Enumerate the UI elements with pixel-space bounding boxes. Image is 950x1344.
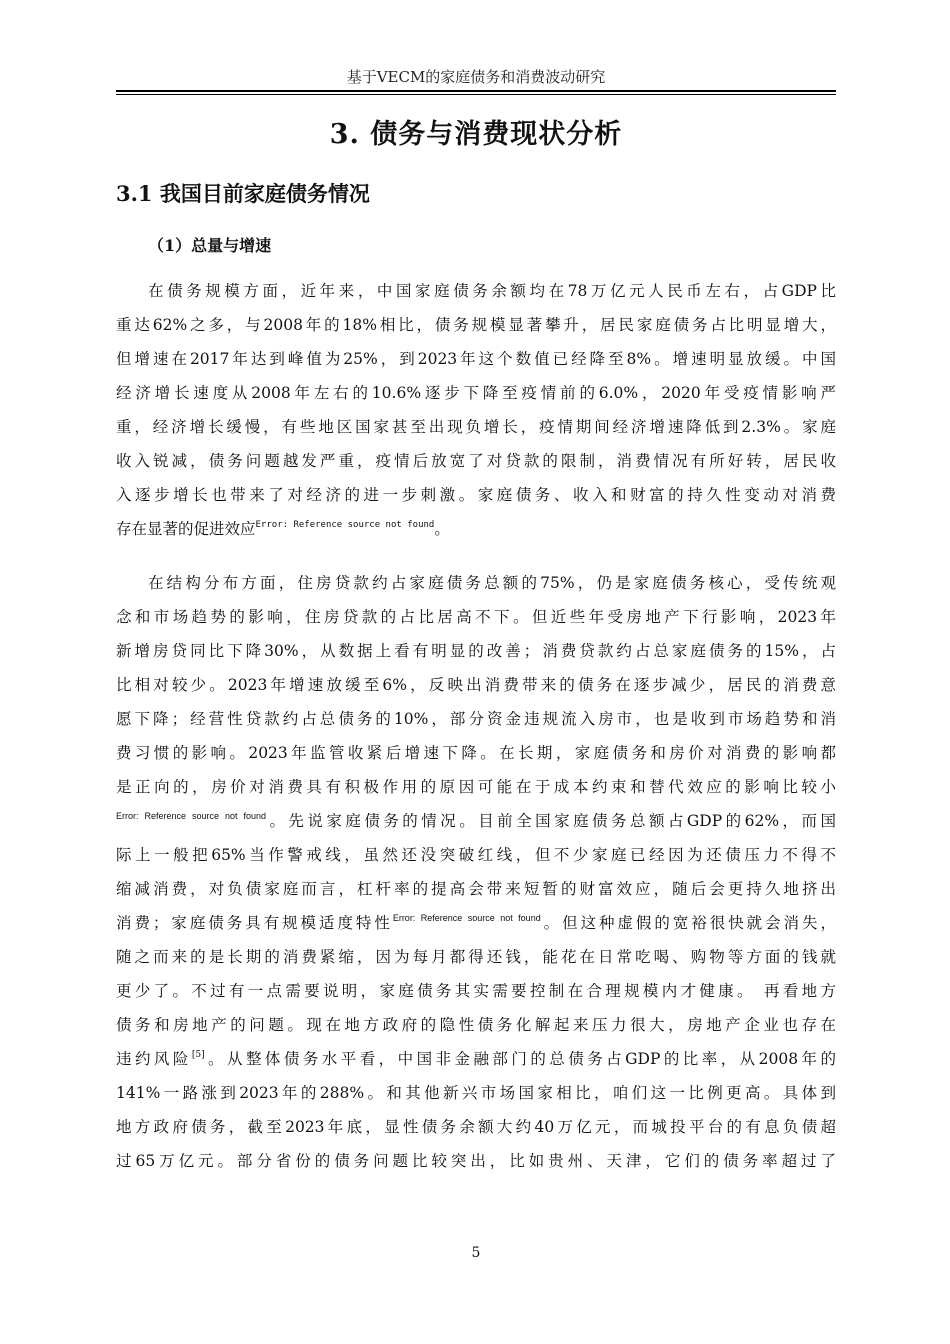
text-line: 随之而来的是长期的消费紧缩，因为每月都得还钱，能花在日常吃喝、购物等方面的钱就 <box>116 948 836 966</box>
text-line: 重，经济增长缓慢，有些地区国家甚至出现负增长，疫情期间经济增速降低到2.3%。家庭 <box>116 418 836 436</box>
running-header: 基于VECM的家庭债务和消费波动研究 <box>346 68 606 86</box>
text-line: 141%一路涨到2023年的288%。和其他新兴市场国家相比，咱们这一比例更高。具体到 <box>116 1084 836 1102</box>
text-line: 收入锐减，债务问题越发严重，疫情后放宽了对贷款的限制，消费情况有所好转，居民收 <box>116 452 836 470</box>
text-segment: 。从整体债务水平看，中国非金融部门的总债务占GDP的比率，从2008年的 <box>204 1050 836 1068</box>
citation-marker: [5] <box>191 1050 205 1060</box>
text-line: 愿下降；经营性贷款约占总债务的10%，部分资金违规流入房市，也是收到市场趋势和消 <box>116 710 836 728</box>
text-segment: 。但这种虚假的宽裕很快就会消失， <box>540 914 836 932</box>
subsection-title: （1）总量与增速 <box>148 236 272 255</box>
section-title: 3.1 我国目前家庭债务情况 <box>116 181 370 206</box>
text-line: 比相对较少。2023年增速放缓至6%，反映出消费带来的债务在逐步减少，居民的消费意 <box>116 676 836 694</box>
text-line: 经济增长速度从2008年左右的10.6%逐步下降至疫情前的6.0%，2020年受疫情影响严 <box>116 384 836 402</box>
text-line: 债务和房地产的问题。现在地方政府的隐性债务化解起来压力很大，房地产企业也存在 <box>116 1016 836 1034</box>
header-rule <box>116 90 836 92</box>
text-line: 际上一般把65%当作警戒线，虽然还没突破红线，但不少家庭已经因为还债压力不得不 <box>116 846 836 864</box>
text-segment: 消费；家庭债务具有规模适度特性 <box>116 914 393 932</box>
text-segment: 违约风险 <box>116 1050 192 1068</box>
paragraph-debt-scale <box>116 274 836 546</box>
text-segment: 。先说家庭债务的情况。目前全国家庭债务总额占GDP的62%，而国 <box>265 812 836 830</box>
text-line: 是正向的，房价对消费具有积极作用的原因可能在于成本约束和替代效应的影响比较小 <box>116 778 836 796</box>
reference-error-marker: Error: Reference source not found <box>116 811 266 821</box>
text-line <box>116 512 836 546</box>
text-segment: 。 <box>434 520 450 538</box>
reference-error-marker: Error: Reference source not found <box>255 520 435 530</box>
chapter-title: 3. 债务与消费现状分析 <box>329 119 623 150</box>
text-segment: 存在显著的促进效应 <box>116 520 256 538</box>
text-line <box>116 906 836 940</box>
text-line: 在债务规模方面，近年来，中国家庭债务余额均在78万亿元人民币左右，占GDP比 <box>148 282 836 300</box>
text-line <box>116 804 836 838</box>
text-line: 在结构分布方面，住房贷款约占家庭债务总额的75%，仍是家庭债务核心，受传统观 <box>148 574 836 592</box>
text-line: 过65万亿元。部分省份的债务问题比较突出，比如贵州、天津，它们的债务率超过了 <box>116 1152 836 1170</box>
text-line: 新增房贷同比下降30%，从数据上看有明显的改善；消费贷款约占总家庭债务的15%，占 <box>116 642 836 660</box>
reference-error-marker: Error: Reference source not found <box>392 913 541 923</box>
paragraph-debt-structure <box>116 566 836 1178</box>
text-line: 费习惯的影响。2023年监管收紧后增速下降。在长期，家庭债务和房价对消费的影响都 <box>116 744 836 762</box>
text-line: 更少了。不过有一点需要说明，家庭债务其实需要控制在合理规模内才健康。 再看地方 <box>116 982 836 1000</box>
text-line: 念和市场趋势的影响，住房贷款的占比居高不下。但近些年受房地产下行影响，2023年 <box>116 608 836 626</box>
text-line: 缩减消费，对负债家庭而言，杠杆率的提高会带来短暂的财富效应，随后会更持久地挤出 <box>116 880 836 898</box>
text-line: 入逐步增长也带来了对经济的进一步刺激。家庭债务、收入和财富的持久性变动对消费 <box>116 486 836 504</box>
text-line: 地方政府债务，截至2023年底，显性债务余额大约40万亿元，而城投平台的有息负债超 <box>116 1118 836 1136</box>
header-rule-thin <box>116 94 836 95</box>
text-line: 重达62%之多，与2008年的18%相比，债务规模显著攀升，居民家庭债务占比明显增大， <box>116 316 836 334</box>
text-line <box>116 1042 836 1076</box>
text-line: 但增速在2017年达到峰值为25%，到2023年这个数值已经降至8%。增速明显放缓。中国 <box>116 350 836 368</box>
page-number: 5 <box>471 1245 481 1261</box>
